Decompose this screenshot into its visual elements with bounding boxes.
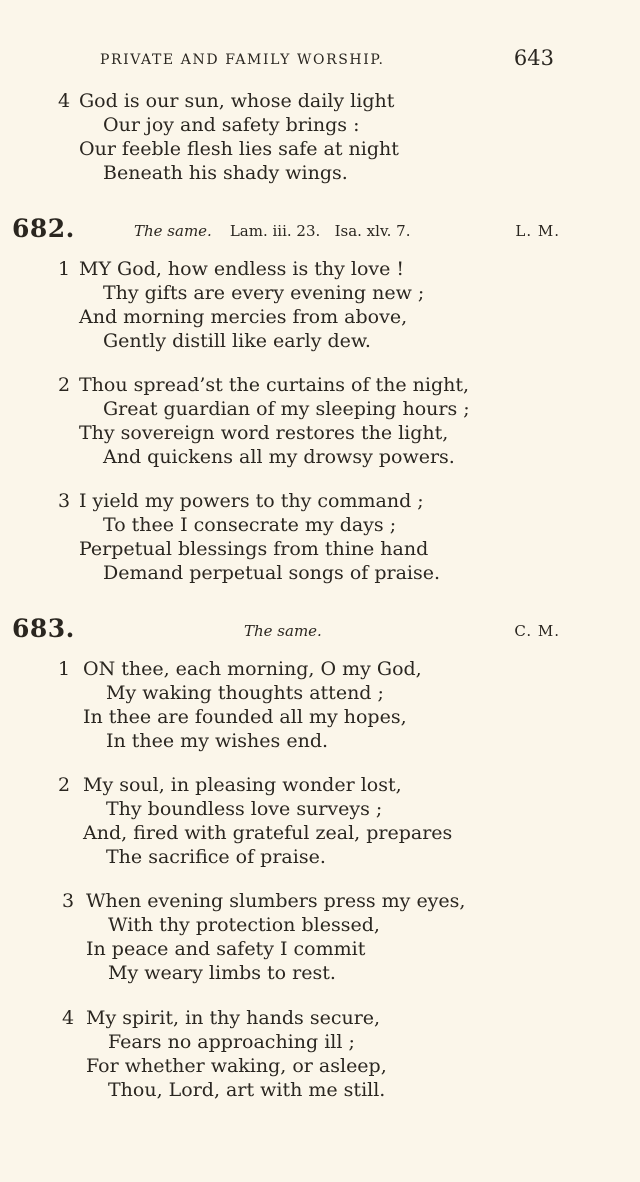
hymn-title: The same. — [244, 622, 322, 640]
verse-number: 4 — [62, 1007, 75, 1029]
verse-line: My soul, in pleasing wonder lost, — [83, 774, 402, 796]
verse-line: Thou, Lord, art with me still. — [108, 1079, 386, 1101]
verse-line: With thy protection blessed, — [108, 914, 380, 936]
hymn-meter: L. M. — [515, 222, 560, 240]
verse-line: I yield my powers to thy command ; — [79, 490, 424, 512]
verse-line: ON thee, each morning, O my God, — [83, 658, 422, 680]
running-title: PRIVATE AND FAMILY WORSHIP. — [100, 52, 385, 68]
verse-number: 2 — [58, 774, 71, 796]
verse-line: My spirit, in thy hands secure, — [86, 1007, 381, 1029]
verse-line: In peace and safety I commit — [86, 938, 366, 960]
hymn-header — [12, 614, 560, 642]
verse-line: The sacrifice of praise. — [106, 846, 326, 868]
verse-line: Thy gifts are every evening new ; — [103, 282, 425, 304]
verse-line: And quickens all my drowsy powers. — [103, 446, 455, 468]
verse-line: Demand perpetual songs of praise. — [103, 562, 441, 584]
verse-line: Great guardian of my sleeping hours ; — [103, 398, 470, 420]
verse-line: Perpetual blessings from thine hand — [79, 538, 429, 560]
hymn-number: 683. — [12, 614, 75, 643]
hymn-source — [134, 222, 410, 240]
hymn-meter: C. M. — [514, 622, 560, 640]
verse-line: My waking thoughts attend ; — [106, 682, 384, 704]
verse-line: When evening slumbers press my eyes, — [86, 890, 466, 912]
scripture-references: Lam. iii. 23. Isa. xlv. 7. — [229, 222, 411, 240]
verse-line: Thy sovereign word restores the light, — [79, 422, 449, 444]
verse-number: 3 — [62, 890, 75, 912]
verse-line: Thou spread’st the curtains of the night, — [79, 374, 470, 396]
hymn-title: The same. — [134, 222, 212, 240]
verse-line: MY God, how endless is thy love ! — [79, 258, 405, 280]
verse-number: 3 — [58, 490, 71, 512]
verse-line: Our joy and safety brings : — [103, 114, 360, 136]
hymn-source — [244, 622, 340, 640]
verse-line: Our feeble flesh lies safe at night — [79, 138, 399, 160]
verse-number: 1 — [58, 258, 71, 280]
verse-line: In thee my wishes end. — [106, 730, 329, 752]
verse-line: Beneath his shady wings. — [103, 162, 348, 184]
verse-line: And, fired with grateful zeal, prepares — [83, 822, 453, 844]
verse-line: Thy boundless love surveys ; — [106, 798, 383, 820]
hymn-header — [12, 214, 560, 242]
hymn-number: 682. — [12, 214, 75, 243]
verse-number: 2 — [58, 374, 71, 396]
verse-line: My weary limbs to rest. — [108, 962, 336, 984]
verse-line: To thee I consecrate my days ; — [103, 514, 397, 536]
verse-line: For whether waking, or asleep, — [86, 1055, 387, 1077]
verse-line: Gently distill like early dew. — [103, 330, 371, 352]
verse-line: In thee are founded all my hopes, — [83, 706, 407, 728]
verse-line: And morning mercies from above, — [79, 306, 408, 328]
verse-line: Fears no approaching ill ; — [108, 1031, 355, 1053]
verse-number: 4 — [58, 90, 71, 112]
page-number: 643 — [513, 46, 554, 70]
verse-number: 1 — [58, 658, 71, 680]
verse-line: God is our sun, whose daily light — [79, 90, 395, 112]
